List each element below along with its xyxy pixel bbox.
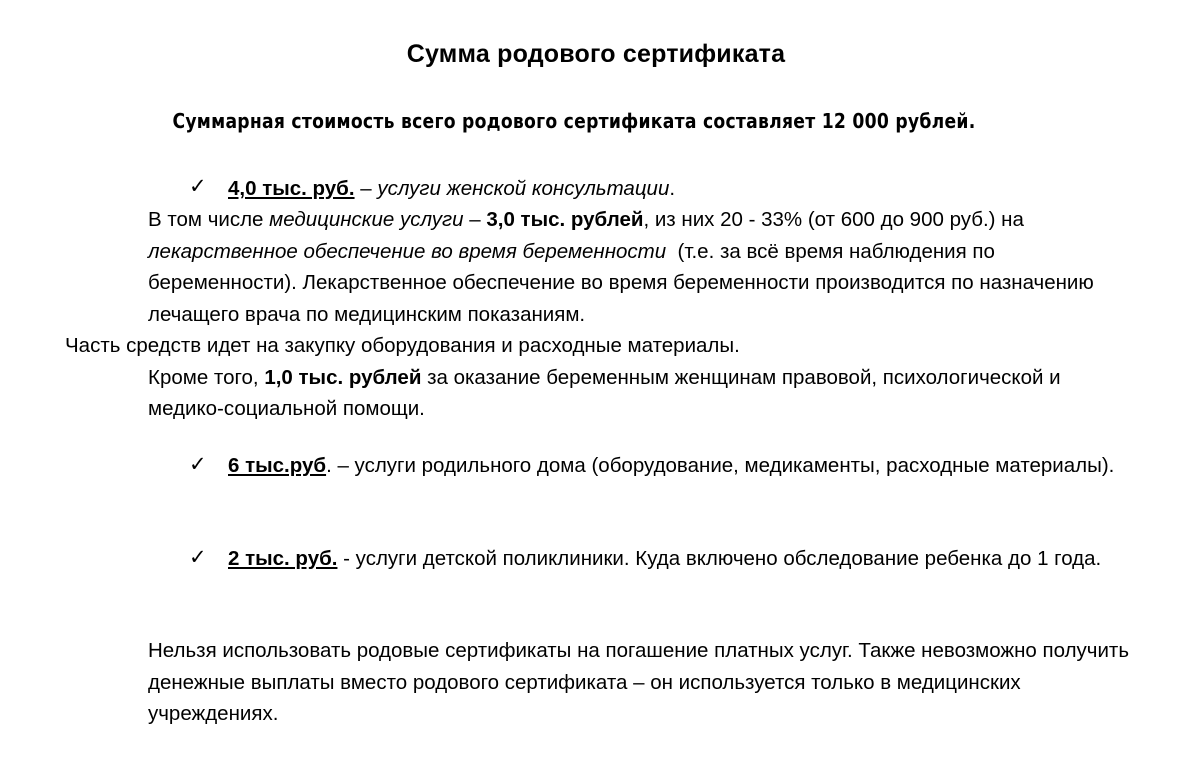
- item-consultation-dash: –: [354, 177, 378, 200]
- item-pediatric: [228, 543, 1148, 575]
- details-text-a: В том числе: [148, 208, 270, 231]
- item-maternity: [228, 450, 1128, 482]
- equipment-paragraph: Часть средств идет на закупку оборудования и расходные материалы.: [65, 334, 740, 357]
- final-paragraph: [65, 635, 1145, 730]
- item-consultation-end: .: [669, 177, 676, 200]
- details-text-b: медицинские услуги: [269, 208, 464, 231]
- item-consultation-amount: 4,0 тыс. руб.: [228, 177, 355, 200]
- extra-text-b: 1,0 тыс. рублей: [264, 365, 422, 389]
- item-pediatric-amount: 2 тыс. руб.: [228, 547, 338, 570]
- details-text-f: лекарственное обеспечение во время беременности: [148, 239, 667, 263]
- checkmark-icon: ✓: [189, 174, 207, 198]
- item-maternity-amount: 6 тыс.руб: [228, 454, 327, 477]
- item-maternity-desc: . – услуги родильного дома (оборудование, медикаменты, расходные материалы).: [326, 454, 1115, 477]
- checkmark-icon: ✓: [189, 452, 207, 476]
- final-text: Нельзя использовать родовые сертификаты на погашение платных услуг. Также невозможно получить денежные выплаты вместо родового сертификата – он используется только в медицинских учреждениях.: [148, 639, 1129, 725]
- details-text-e: , из них 20 - 33% (от 600 до 900 руб.) на: [643, 208, 1030, 231]
- extra-paragraph: [65, 362, 1135, 425]
- summary-subtitle: Суммарная стоимость всего родового сертификата составляет 12 000 рублей.: [172, 109, 976, 133]
- item-consultation: [228, 173, 675, 205]
- details-paragraph: [65, 204, 1135, 330]
- details-text-d: 3,0 тыс. рублей: [486, 208, 644, 231]
- details-text-c: –: [463, 208, 487, 231]
- consultation-details: [65, 204, 1135, 425]
- extra-text-a: Кроме того,: [148, 365, 265, 389]
- page-title: Сумма родового сертификата: [406, 40, 786, 68]
- checkmark-icon: ✓: [189, 545, 207, 569]
- extra-text-c: за оказание беременным женщинам правовой, психологической и медико-социальной помощи.: [148, 365, 1067, 420]
- item-consultation-desc: услуги женской консультации: [377, 177, 670, 200]
- details-text-g: (т.е. за всё время наблюдения по беременности). Лекарственное обеспечение во время беременности производится по назначению лечащего врача по медицинским показаниям.: [148, 239, 1100, 326]
- item-pediatric-desc: - услуги детской поликлиники. Куда включено обследование ребенка до 1 года.: [337, 547, 1102, 570]
